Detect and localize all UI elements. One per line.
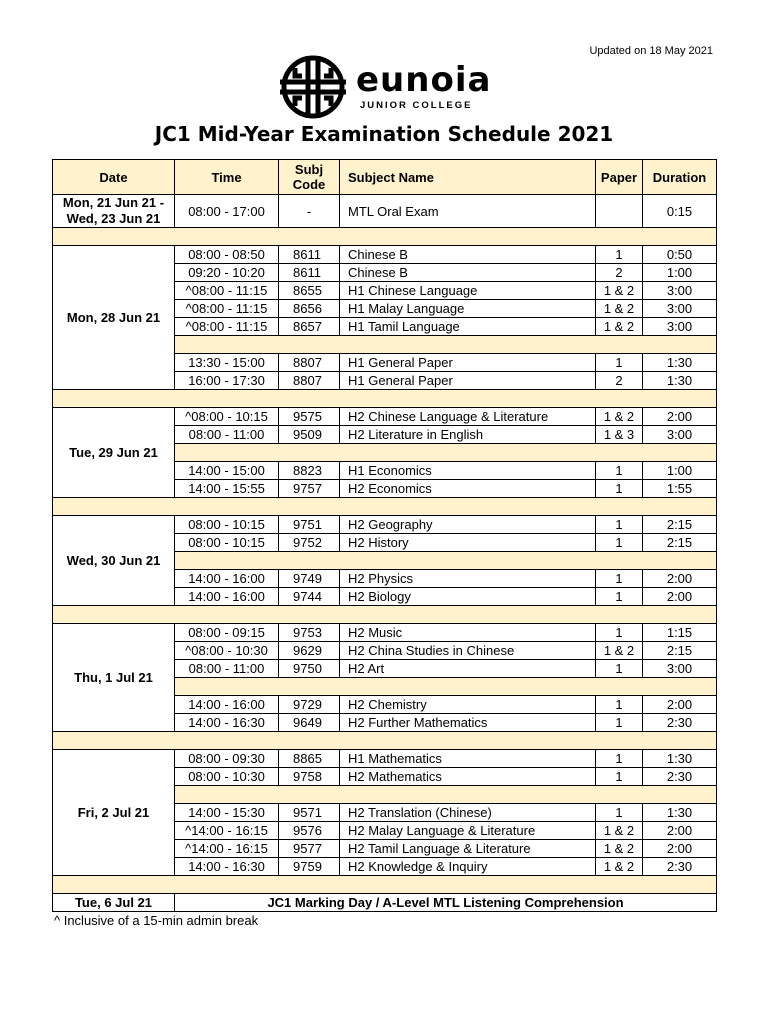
date-cell: Tue, 29 Jun 21: [53, 408, 175, 498]
duration-cell: 1:00: [643, 462, 717, 480]
code-cell: 9729: [279, 696, 340, 714]
subject-cell: H2 Knowledge & Inquiry: [340, 858, 596, 876]
col-header-paper: Paper: [596, 160, 643, 195]
paper-cell: 1: [596, 768, 643, 786]
table-row: [53, 408, 717, 426]
code-cell: 9759: [279, 858, 340, 876]
duration-cell: 2:00: [643, 570, 717, 588]
duration-cell: 3:00: [643, 282, 717, 300]
subject-cell: H1 Malay Language: [340, 300, 596, 318]
footnote: ^ Inclusive of a 15-min admin break: [54, 913, 259, 928]
paper-cell: [596, 195, 643, 228]
paper-cell: 2: [596, 372, 643, 390]
duration-cell: 3:00: [643, 660, 717, 678]
time-cell: ^14:00 - 16:15: [175, 840, 279, 858]
paper-cell: 1 & 2: [596, 840, 643, 858]
date-cell: Wed, 30 Jun 21: [53, 516, 175, 606]
duration-cell: 0:15: [643, 195, 717, 228]
paper-cell: 1 & 2: [596, 858, 643, 876]
separator-row: [53, 228, 717, 246]
separator-row: [53, 606, 717, 624]
duration-cell: 2:15: [643, 516, 717, 534]
paper-cell: 1: [596, 570, 643, 588]
code-cell: 9757: [279, 480, 340, 498]
time-cell: 09:20 - 10:20: [175, 264, 279, 282]
subject-cell: H2 Malay Language & Literature: [340, 822, 596, 840]
paper-cell: 1: [596, 516, 643, 534]
duration-cell: 2:00: [643, 822, 717, 840]
duration-cell: 3:00: [643, 300, 717, 318]
code-cell: 9750: [279, 660, 340, 678]
duration-cell: 1:30: [643, 804, 717, 822]
paper-cell: 1: [596, 660, 643, 678]
paper-cell: 1: [596, 354, 643, 372]
table-row: [53, 246, 717, 264]
paper-cell: 1 & 2: [596, 318, 643, 336]
code-cell: 9744: [279, 588, 340, 606]
subject-cell: H1 Mathematics: [340, 750, 596, 768]
separator-row: [53, 732, 717, 750]
time-cell: 14:00 - 16:30: [175, 858, 279, 876]
duration-cell: 2:00: [643, 408, 717, 426]
separator-cell: [175, 444, 717, 462]
time-cell: 08:00 - 09:15: [175, 624, 279, 642]
time-cell: 14:00 - 15:00: [175, 462, 279, 480]
subject-cell: H1 Economics: [340, 462, 596, 480]
time-cell: 14:00 - 15:55: [175, 480, 279, 498]
subject-cell: H2 Further Mathematics: [340, 714, 596, 732]
duration-cell: 1:55: [643, 480, 717, 498]
code-cell: 8611: [279, 264, 340, 282]
code-cell: 8655: [279, 282, 340, 300]
time-cell: 14:00 - 16:00: [175, 570, 279, 588]
duration-cell: 3:00: [643, 426, 717, 444]
duration-cell: 2:00: [643, 588, 717, 606]
separator-cell: [175, 678, 717, 696]
exam-schedule-table: [52, 159, 717, 912]
duration-cell: 0:50: [643, 246, 717, 264]
col-header-subject: Subject Name: [340, 160, 596, 195]
college-logo: [278, 54, 491, 120]
subject-cell: Chinese B: [340, 264, 596, 282]
code-cell: 8823: [279, 462, 340, 480]
code-cell: 9629: [279, 642, 340, 660]
subject-cell: H2 Chemistry: [340, 696, 596, 714]
date-cell: Mon, 21 Jun 21 - Wed, 23 Jun 21: [53, 195, 175, 228]
logo-wordmark: eunoia: [356, 60, 492, 100]
separator-cell: [53, 606, 717, 624]
time-cell: 08:00 - 17:00: [175, 195, 279, 228]
subject-cell: H2 Mathematics: [340, 768, 596, 786]
time-cell: 08:00 - 11:00: [175, 426, 279, 444]
code-cell: 9751: [279, 516, 340, 534]
duration-cell: 1:30: [643, 354, 717, 372]
logo-subtitle: JUNIOR COLLEGE: [360, 100, 473, 111]
separator-cell: [175, 786, 717, 804]
remark-cell: JC1 Marking Day / A-Level MTL Listening Comprehension: [175, 894, 717, 912]
separator-cell: [53, 228, 717, 246]
code-cell: 8807: [279, 354, 340, 372]
code-cell: 9753: [279, 624, 340, 642]
date-cell: Fri, 2 Jul 21: [53, 750, 175, 876]
duration-cell: 2:00: [643, 696, 717, 714]
code-cell: 8657: [279, 318, 340, 336]
duration-cell: 2:30: [643, 768, 717, 786]
time-cell: 08:00 - 11:00: [175, 660, 279, 678]
time-cell: ^08:00 - 11:15: [175, 300, 279, 318]
separator-row: [53, 498, 717, 516]
page-title: JC1 Mid-Year Examination Schedule 2021: [154, 122, 614, 146]
duration-cell: 1:15: [643, 624, 717, 642]
time-cell: ^14:00 - 16:15: [175, 822, 279, 840]
duration-cell: 2:30: [643, 714, 717, 732]
subject-cell: H1 General Paper: [340, 354, 596, 372]
code-cell: 9571: [279, 804, 340, 822]
subject-cell: H2 Art: [340, 660, 596, 678]
col-header-date: Date: [53, 160, 175, 195]
subject-cell: H2 Biology: [340, 588, 596, 606]
code-cell: 8611: [279, 246, 340, 264]
separator-cell: [53, 732, 717, 750]
col-header-duration: Duration: [643, 160, 717, 195]
subject-cell: H2 Tamil Language & Literature: [340, 840, 596, 858]
subject-cell: H1 Tamil Language: [340, 318, 596, 336]
code-cell: 9649: [279, 714, 340, 732]
time-cell: 14:00 - 16:00: [175, 696, 279, 714]
table-row: [53, 624, 717, 642]
separator-row: [53, 876, 717, 894]
code-cell: 9577: [279, 840, 340, 858]
time-cell: ^08:00 - 11:15: [175, 318, 279, 336]
code-cell: 9509: [279, 426, 340, 444]
date-cell: Tue, 6 Jul 21: [53, 894, 175, 912]
subject-cell: Chinese B: [340, 246, 596, 264]
code-cell: 9749: [279, 570, 340, 588]
col-header-code: Subj Code: [279, 160, 340, 195]
paper-cell: 1 & 2: [596, 642, 643, 660]
paper-cell: 1 & 3: [596, 426, 643, 444]
subject-cell: H2 Economics: [340, 480, 596, 498]
duration-cell: 2:15: [643, 534, 717, 552]
updated-date: Updated on 18 May 2021: [589, 45, 713, 57]
paper-cell: 1: [596, 480, 643, 498]
table-row: [53, 516, 717, 534]
paper-cell: 1 & 2: [596, 822, 643, 840]
table-row: [53, 195, 717, 228]
paper-cell: 1: [596, 714, 643, 732]
paper-cell: 1: [596, 588, 643, 606]
paper-cell: 1: [596, 696, 643, 714]
time-cell: 14:00 - 16:00: [175, 588, 279, 606]
duration-cell: 2:00: [643, 840, 717, 858]
code-cell: 9758: [279, 768, 340, 786]
paper-cell: 1: [596, 804, 643, 822]
subject-cell: H2 History: [340, 534, 596, 552]
time-cell: 08:00 - 10:15: [175, 534, 279, 552]
paper-cell: 1: [596, 534, 643, 552]
duration-cell: 2:15: [643, 642, 717, 660]
paper-cell: 1: [596, 246, 643, 264]
time-cell: 08:00 - 09:30: [175, 750, 279, 768]
time-cell: 14:00 - 16:30: [175, 714, 279, 732]
subject-cell: H2 Physics: [340, 570, 596, 588]
subject-cell: H2 Chinese Language & Literature: [340, 408, 596, 426]
paper-cell: 1 & 2: [596, 282, 643, 300]
col-header-time: Time: [175, 160, 279, 195]
code-cell: 8807: [279, 372, 340, 390]
subject-cell: H2 China Studies in Chinese: [340, 642, 596, 660]
date-cell: Mon, 28 Jun 21: [53, 246, 175, 390]
subject-cell: H1 Chinese Language: [340, 282, 596, 300]
paper-cell: 1: [596, 750, 643, 768]
subject-cell: H2 Music: [340, 624, 596, 642]
duration-cell: 3:00: [643, 318, 717, 336]
code-cell: 8656: [279, 300, 340, 318]
duration-cell: 1:30: [643, 750, 717, 768]
subject-cell: MTL Oral Exam: [340, 195, 596, 228]
subject-cell: H1 General Paper: [340, 372, 596, 390]
code-cell: 9752: [279, 534, 340, 552]
separator-cell: [53, 498, 717, 516]
separator-cell: [53, 876, 717, 894]
table-row: [53, 750, 717, 768]
time-cell: ^08:00 - 10:15: [175, 408, 279, 426]
time-cell: 08:00 - 08:50: [175, 246, 279, 264]
separator-cell: [53, 390, 717, 408]
paper-cell: 2: [596, 264, 643, 282]
subject-cell: H2 Translation (Chinese): [340, 804, 596, 822]
time-cell: 08:00 - 10:30: [175, 768, 279, 786]
paper-cell: 1 & 2: [596, 300, 643, 318]
separator-cell: [175, 336, 717, 354]
table-header-row: [53, 160, 717, 195]
time-cell: ^08:00 - 11:15: [175, 282, 279, 300]
subject-cell: H2 Geography: [340, 516, 596, 534]
eunoia-emblem-icon: [278, 54, 348, 120]
separator-row: [53, 390, 717, 408]
paper-cell: 1: [596, 462, 643, 480]
time-cell: ^08:00 - 10:30: [175, 642, 279, 660]
code-cell: 8865: [279, 750, 340, 768]
time-cell: 16:00 - 17:30: [175, 372, 279, 390]
time-cell: 08:00 - 10:15: [175, 516, 279, 534]
paper-cell: 1: [596, 624, 643, 642]
code-cell: -: [279, 195, 340, 228]
subject-cell: H2 Literature in English: [340, 426, 596, 444]
duration-cell: 1:00: [643, 264, 717, 282]
code-cell: 9576: [279, 822, 340, 840]
duration-cell: 2:30: [643, 858, 717, 876]
date-cell: Thu, 1 Jul 21: [53, 624, 175, 732]
code-cell: 9575: [279, 408, 340, 426]
duration-cell: 1:30: [643, 372, 717, 390]
table-row: [53, 894, 717, 912]
time-cell: 14:00 - 15:30: [175, 804, 279, 822]
paper-cell: 1 & 2: [596, 408, 643, 426]
time-cell: 13:30 - 15:00: [175, 354, 279, 372]
separator-cell: [175, 552, 717, 570]
